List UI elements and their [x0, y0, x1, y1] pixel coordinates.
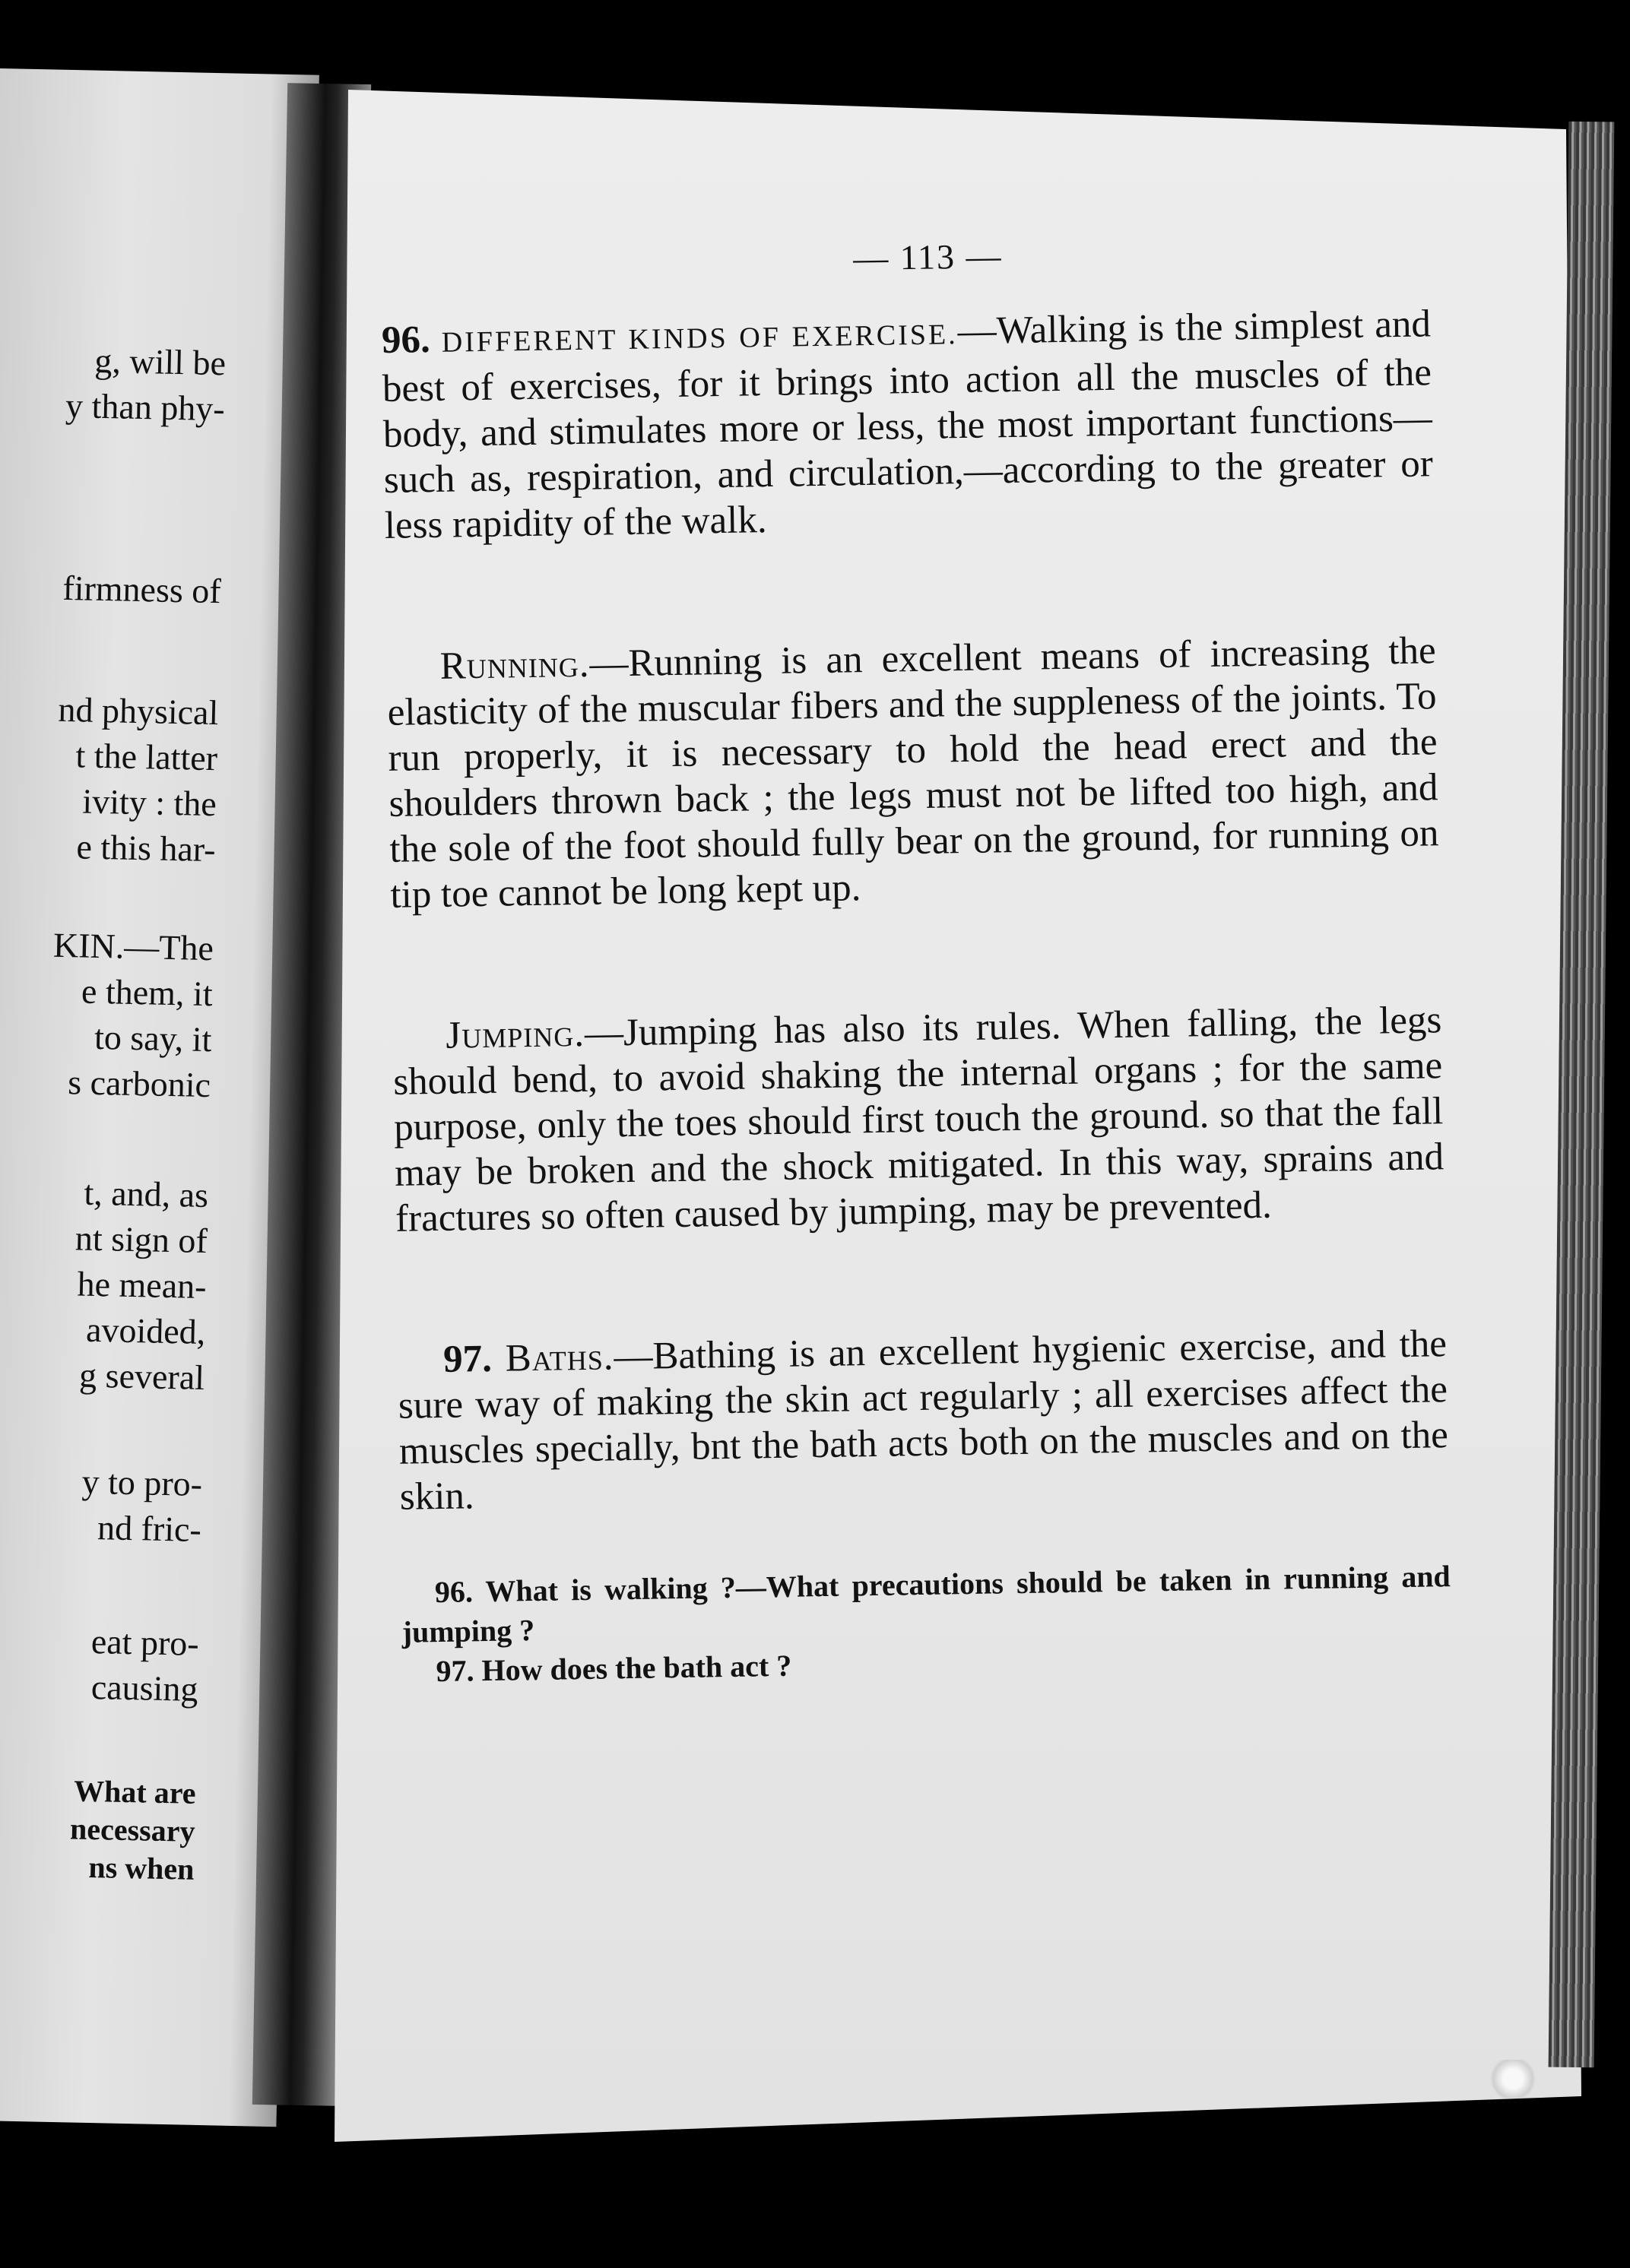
left-line: necessary: [69, 1811, 195, 1848]
left-line: t the latter: [75, 736, 218, 778]
section-text: —Bathing is an excellent hygienic exercise, and the sure way of making the skin act regularly ; all exercises affect the muscles specially, bnt the bath acts both on the muscles and on the skin.: [398, 1322, 1449, 1519]
left-line: he mean-: [77, 1264, 208, 1307]
left-line: ivity : the: [81, 781, 217, 824]
left-line: eat pro-: [90, 1621, 200, 1663]
left-line: y to pro-: [81, 1462, 203, 1503]
question-number: 96.: [434, 1574, 474, 1610]
section-number: 97.: [442, 1337, 493, 1381]
question-text: How does the bath act ?: [481, 1648, 792, 1688]
left-line: nd fric-: [97, 1508, 202, 1549]
left-line: avoided,: [85, 1310, 206, 1352]
left-line: KIN.—The: [52, 925, 214, 968]
section-text: —Walking is the simplest and best of exercises, for it brings into action all the muscles of the body, and stimulates more or less, the most important functions—such as, respiration, and circulation,—according to the greater or less rapidity of the walk.: [382, 303, 1434, 547]
left-line: firmness of: [62, 568, 222, 611]
left-line: y than phy-: [65, 385, 226, 429]
left-line: to say, it: [94, 1017, 212, 1060]
paper-blemish: [1486, 2060, 1540, 2098]
section-number: 96.: [381, 318, 431, 362]
section-heading: Running.: [439, 642, 590, 688]
section-running: [386, 628, 1439, 918]
left-line: g, will be: [94, 341, 227, 383]
review-questions: [401, 1557, 1451, 1692]
right-page-content: [380, 226, 1452, 1691]
section-heading: DIFFERENT KINDS OF EXERCISE.: [441, 318, 958, 359]
section-text: —Jumping has also its rules. When falling, the legs should bend, to avoid shaking the internal organs ; for the same purpose, only the toes should first touch the ground. so that the fall may be broken and the shock mitigated. In this way, sprains and fractures so often caused by jumping, may be prevented.: [392, 999, 1444, 1240]
left-line: ns when: [88, 1849, 195, 1886]
left-line: What are: [73, 1773, 197, 1810]
section-heading: Baths.: [505, 1335, 614, 1380]
question-number: 97.: [436, 1653, 474, 1689]
left-line: nd physical: [58, 689, 219, 733]
section-jumping: [392, 997, 1445, 1242]
question-text: What is walking ?—What precautions should be taken in running and jumping ?: [401, 1559, 1451, 1649]
section-96: [382, 301, 1435, 549]
left-line: causing: [90, 1667, 198, 1709]
section-text: —Running is an excellent means of increasing the elasticity of the muscular fibers and the suppleness of the joints. To run properly, it is necessary to hold the head erect and the shoulders thrown back ; the legs must not be lifted too high, and the sole of the foot should fully bear on the ground, for running on tip toe cannot be long kept up.: [387, 629, 1439, 917]
left-line: t, and, as: [83, 1173, 209, 1215]
left-page-text: [0, 68, 319, 1886]
section-97: [398, 1321, 1450, 1520]
left-line: g several: [78, 1355, 205, 1398]
left-line: e this har-: [76, 827, 217, 870]
left-line: e them, it: [81, 971, 214, 1014]
left-line: nt sign of: [75, 1218, 208, 1261]
page-number: — 113 —: [852, 236, 1003, 278]
left-line: s carbonic: [67, 1063, 211, 1105]
section-heading: Jumping.: [445, 1012, 585, 1057]
